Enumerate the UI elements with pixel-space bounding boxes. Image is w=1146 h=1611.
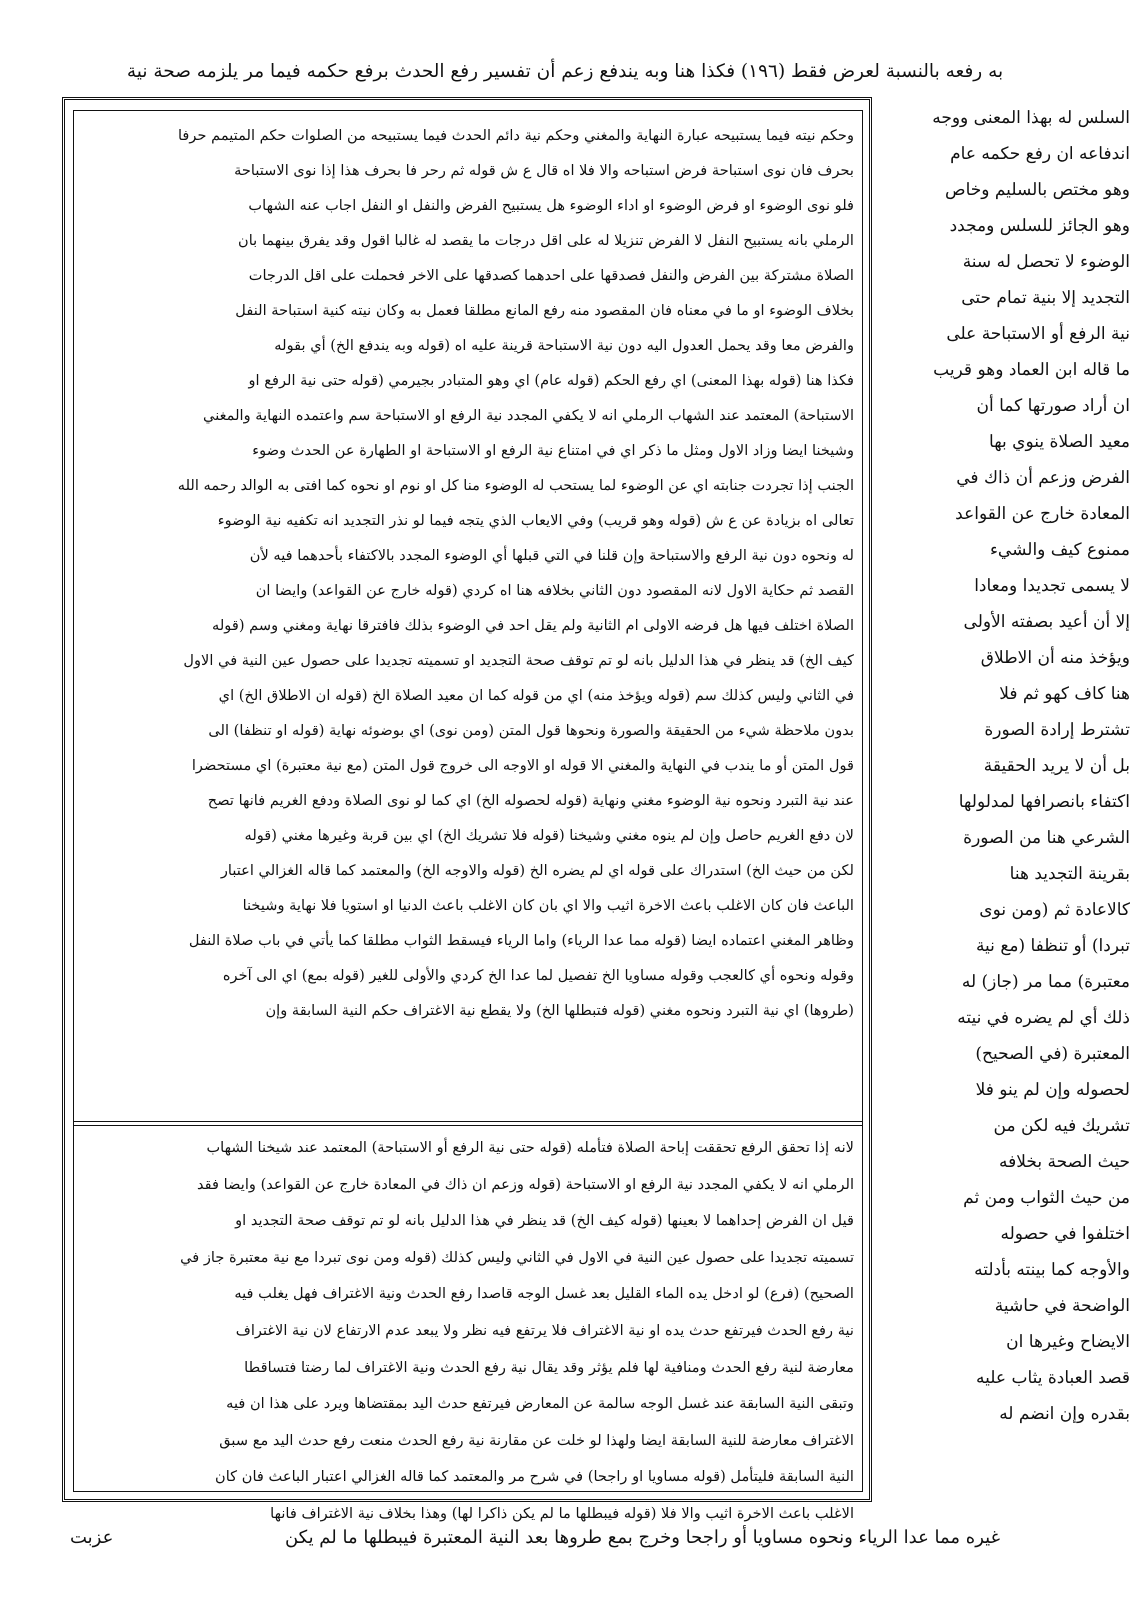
margin-line: تبردا) أو تنظفا (مع نية	[975, 936, 1130, 956]
gloss-line: والفرض معا وقد يحمل العدول اليه دون نية الاستباحة قرينة عليه اه (قوله وبه يندفع الخ) أي بقوله	[274, 337, 854, 354]
margin-line: التجديد إلا بنية تمام حتى	[961, 288, 1130, 308]
gloss-line: (طروها) اي نية التبرد ونحوه مغني (قوله فتبطلها الخ) ولا يقطع نية الاغتراف حكم النية السابقة وإن	[265, 1002, 854, 1019]
gloss-block-lower	[84, 1130, 854, 1522]
margin-line: حيث الصحة بخلافه	[999, 1152, 1130, 1172]
margin-line: السلس له بهذا المعنى ووجه	[932, 108, 1130, 128]
margin-line: هنا كاف كهو ثم فلا	[999, 684, 1130, 704]
gloss-line: وقوله ونحوه أي كالعجب وقوله مساويا الخ تفصيل لما عدا الخ كردي والأولى للغير (قوله بمع) اي الى آخره	[222, 967, 854, 984]
gloss-line: الرملي بانه يستبيح النفل لا الفرض تنزيلا له على اقل درجات ما يقصد له غالبا اقول وقد يفرق بينهما بان	[237, 232, 854, 249]
gloss-line: معارضة لنية رفع الحدث ومنافية لها فلم يؤثر وقد يقال نية رفع الحدث ونية الاغتراف لما رضتا فتساقطا	[244, 1358, 854, 1376]
margin-line: الواضحة في حاشية	[994, 1296, 1130, 1316]
gloss-line: الصلاة مشتركة بين الفرض والنفل فصدقها على احدهما كصدقها على الاخر فحملت على اقل الدرجات	[248, 267, 854, 284]
gloss-line: في الثاني وليس كذلك سم (قوله ويؤخذ منه) اي من قوله كما ان معيد الصلاة الخ (قوله ان الاطلاق الخ) اي	[218, 687, 854, 704]
gloss-line: وظاهر المغني اعتماده ايضا (قوله مما عدا الرياء) واما الرياء فيسقط الثواب مطلقا كما يأتي في باب صلاة النفل	[188, 932, 854, 949]
margin-line: تشريك فيه لكن من	[993, 1116, 1130, 1136]
gloss-line: له ونحوه دون نية الرفع والاستباحة وإن قلنا في التي قبلها أي الوضوء المجدد بالاكتفاء بأحدهما فيه لأن	[249, 547, 854, 564]
gloss-line: بخلاف الوضوء او ما في معناه فان المقصود منه رفع المانع مطلقا فعمل به وكان نيته كنية استباحة النفل	[235, 302, 854, 319]
gloss-line: الجنب إذا تجردت جنابته اي عن الوضوء لما يستحب له الوضوء منا كل او نوم او نحوه كما افتى به الوالد رحمه الله	[177, 477, 854, 494]
gloss-line: بحرف فان نوى استباحة فرض استباحه والا فلا اه قال ع ش قوله ثم رحر فا بحرف هذا إذا نوى الاستباحة	[234, 162, 854, 179]
margin-line: من حيث الثواب ومن ثم	[963, 1188, 1130, 1208]
margin-line: قصد العبادة يثاب عليه	[976, 1368, 1130, 1388]
margin-line: الشرعي هنا من الصورة	[963, 828, 1130, 848]
gloss-line: تعالى اه بزيادة عن ع ش (قوله وهو قريب) وفي الايعاب الذي يتجه فيما لو نذر التجديد انه تكفيه نية الوضوء	[217, 512, 854, 529]
margin-line: معيد الصلاة ينوي بها	[989, 432, 1130, 452]
margin-main-text	[880, 100, 1130, 1500]
block-separator	[73, 1121, 863, 1126]
margin-line: وهو مختص بالسليم وخاص	[945, 180, 1130, 200]
margin-line: الايضاح وغيرها ان	[1006, 1332, 1130, 1352]
catchword: عزبت	[70, 1527, 114, 1548]
gloss-line: لكن من حيث الخ) استدراك على قوله اي لم يضره الخ (قوله والاوجه الخ) والمعتمد كما قاله الغزالي اعتبار	[220, 862, 854, 879]
margin-line: المعادة خارج عن القواعد	[955, 504, 1130, 524]
gloss-block-upper	[84, 118, 854, 1120]
gloss-line: الباعث فان كان الاغلب باعث الاخرة اثيب والا اي بان كان الاغلب باعث الدنيا او استويا فلا نهاية وشيخنا	[242, 897, 854, 914]
margin-line: تشترط إرادة الصورة	[984, 720, 1130, 740]
gloss-line: فلو نوى الوضوء او فرض الوضوء او اداء الوضوء هل يستبيح الفرض والنفل او النفل اجاب عنه الشهاب	[248, 197, 854, 214]
gloss-line: تسميته تجديدا على حصول عين النية في الاول في الثاني وليس كذلك (قوله ومن نوى تبردا مع نية معتبرة جاز في	[180, 1248, 854, 1266]
margin-line: نية الرفع أو الاستباحة على	[946, 324, 1130, 344]
margin-line: الوضوء لا تحصل له سنة	[962, 252, 1130, 272]
margin-line: ويؤخذ منه أن الاطلاق	[980, 648, 1130, 668]
margin-line: المعتبرة (في الصحيح)	[975, 1044, 1130, 1064]
margin-line: لا يسمى تجديدا ومعادا	[974, 576, 1130, 596]
gloss-line: لانه إذا تحقق الرفع تحققت إباحة الصلاة فتأمله (قوله حتى نية الرفع أو الاستباحة) المعتمد عند شيخنا الشهاب	[206, 1139, 854, 1156]
gloss-line: نية رفع الحدث فيرتفع حدث يده او نية الاغتراف فلا يرتفع فيه نظر ولا يبعد عدم الارتفاع لان نية الاغتراف	[235, 1321, 854, 1339]
footer-text-line: غيره مما عدا الرياء ونحوه مساويا أو راجحا وخرج بمع طروها بعد النية المعتبرة فيبطلها ما لم يكن	[284, 1527, 1000, 1548]
margin-line: بقرينة التجديد هنا	[1009, 864, 1130, 884]
margin-line: وهو الجائز للسلس ومجدد	[949, 216, 1130, 236]
gloss-line: القصد ثم حكاية الاول لانه المقصود دون الثاني بخلافه هنا اه كردي (قوله خارج عن القواعد) وايضا ان	[255, 582, 854, 599]
gloss-line: قول المتن أو ما يندب في النهاية والمغني الا قوله او الاوجه الى خروج قول المتن (مع نية معتبرة) اي مستحضرا	[191, 757, 854, 774]
margin-line: والأوجه كما بينته بأدلته	[974, 1260, 1130, 1280]
margin-line: لحصوله وإن لم ينو فلا	[975, 1080, 1130, 1100]
margin-line: ما قاله ابن العماد وهو قريب	[933, 360, 1130, 380]
margin-line: ذلك أي لم يضره في نيته	[957, 1008, 1130, 1028]
margin-line: ان أراد صورتها كما أن	[976, 396, 1130, 416]
margin-line: كالاعادة ثم (ومن نوى	[979, 900, 1130, 920]
gloss-line: وحكم نيته فيما يستبيحه عبارة النهاية والمغني وحكم نية دائم الحدث فيما يستبيحه من الصلوات حكم المتيمم حرفا	[177, 127, 854, 144]
running-header: به رفعه بالنسبة لعرض فقط (١٩٦) فكذا هنا وبه يندفع زعم أن تفسير رفع الحدث برفع حكمه فيما مر يلزمه صحة نية	[126, 61, 1004, 82]
gloss-line: النية السابقة فليتأمل (قوله مساويا او راجحا) في شرح مر والمعتمد كما قاله الغزالي اعتبار الباعث فان كان	[215, 1468, 854, 1486]
gloss-line: بدون ملاحظة شيء من الحقيقة والصورة ونحوها قول المتن (ومن نوى) اي بوضوئه نهاية (قوله او تنظفا) الى	[208, 722, 854, 739]
margin-line: الفرض وزعم أن ذاك في	[956, 468, 1130, 488]
margin-line: بل أن لا يريد الحقيقة	[983, 756, 1130, 776]
margin-line: معتبرة) مما مر (جاز) له	[961, 972, 1130, 992]
gloss-line: الرملي انه لا يكفي المجدد نية الرفع او الاستباحة (قوله وزعم ان ذاك في المعادة خارج عن القواعد) وايضا فقد	[197, 1175, 854, 1193]
gloss-line: كيف الخ) قد ينظر في هذا الدليل بانه لو تم توقف صحة التجديد او تسميته تجديدا على حصول عين النية في الاول	[183, 652, 854, 669]
gloss-line: لان دفع الغريم حاصل وإن لم ينوه مغني وشيخنا (قوله فلا تشريك الخ) اي بين قربة وغيرها مغني (قوله	[244, 827, 854, 844]
gloss-line: وتبقى النية السابقة عند غسل الوجه سالمة عن المعارض فيرتفع حدث اليد بمقتضاها ويرد على هذا ان فيه	[226, 1395, 854, 1413]
gloss-line: قيل ان الفرض إحداهما لا بعينها (قوله كيف الخ) قد ينظر في هذا الدليل بانه لو تم توقف صحة التجديد او	[235, 1212, 854, 1230]
margin-line: اندفاعه ان رفع حكمه عام	[950, 144, 1130, 164]
gloss-line: الصلاة اختلف فيها هل فرضه الاولى ام الثانية ولم يقل احد في الوضوء بذلك فافترقا نهاية ومغني وسم (قوله	[212, 617, 854, 634]
gloss-line: الاغتراف معارضة للنية السابقة ايضا ولهذا لو خلت عن مقارنة نية رفع الحدث منعت رفع حدث اليد مع سبق	[219, 1431, 854, 1449]
margin-line: بقدره وإن انضم له	[999, 1404, 1130, 1424]
gloss-line: الصحيح) (فرع) لو ادخل يده الماء القليل بعد غسل الوجه قاصدا رفع الحدث ونية الاغتراف فهل يغلب فيه	[234, 1285, 854, 1303]
gloss-line: عند نية التبرد ونحوه نية الوضوء مغني ونهاية (قوله لحصوله الخ) اي كما لو نوى الصلاة ودفع الغريم فانها تصح	[207, 792, 854, 809]
gloss-line: وشيخنا ايضا وزاد الاول ومثل ما ذكر اي في امتناع نية الرفع او الاستباحة او الطهارة عن الحدث وضوء	[252, 442, 854, 459]
gloss-line: فكذا هنا (قوله بهذا المعنى) اي رفع الحكم (قوله عام) اي وهو المتبادر بجيرمي (قوله حتى نية الرفع او	[248, 372, 854, 389]
gloss-line: الاغلب باعث الاخرة اثيب والا فلا (قوله فيبطلها ما لم يكن ذاكرا لها) وهذا بخلاف نية الاغتراف فانها	[270, 1504, 854, 1522]
margin-line: اختلفوا في حصوله	[1000, 1224, 1130, 1244]
gloss-line: الاستباحة) المعتمد عند الشهاب الرملي انه لا يكفي المجدد نية الرفع او الاستباحة سم واعتمده النهاية والمغني	[203, 407, 854, 424]
margin-line: ممنوع كيف والشيء	[989, 540, 1130, 560]
margin-line: اكتفاء بانصرافها لمدلولها	[958, 792, 1130, 812]
margin-line: إلا أن أعيد بصفته الأولى	[963, 612, 1130, 632]
